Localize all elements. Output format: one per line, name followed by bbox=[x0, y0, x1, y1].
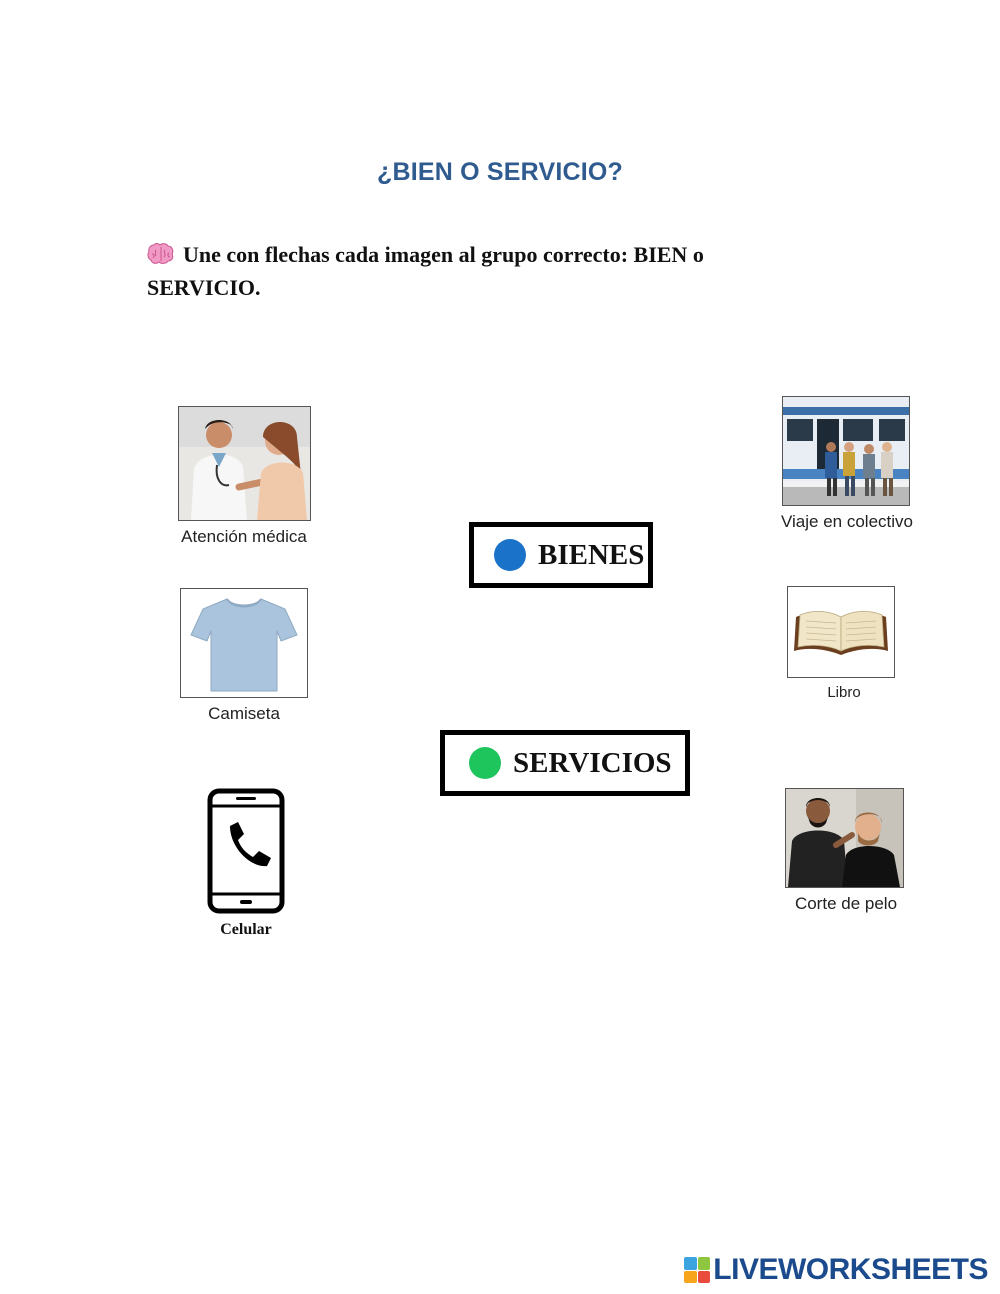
card-label: Camiseta bbox=[208, 704, 280, 723]
card-atencion-medica[interactable] bbox=[170, 406, 318, 547]
card-corte-de-pelo[interactable] bbox=[782, 788, 910, 914]
phone-icon bbox=[196, 788, 296, 914]
group-bienes[interactable] bbox=[469, 522, 653, 588]
page-title: ¿BIEN O SERVICIO? bbox=[376, 158, 624, 186]
card-label: Libro bbox=[827, 684, 861, 701]
card-label: Corte de pelo bbox=[794, 894, 898, 913]
card-viaje-en-colectivo[interactable] bbox=[772, 396, 922, 532]
group-servicios-label: SERVICIOS bbox=[513, 746, 672, 779]
brand-text: LIVEWORKSHEETS bbox=[713, 1253, 988, 1286]
card-label: Viaje en colectivo bbox=[781, 512, 913, 531]
blue-circle-icon bbox=[494, 539, 526, 571]
card-celular[interactable] bbox=[196, 788, 296, 939]
card-libro[interactable] bbox=[778, 586, 910, 701]
barber-photo bbox=[785, 788, 904, 888]
instruction-text bbox=[147, 238, 787, 304]
brand-logo-icon bbox=[684, 1257, 710, 1283]
tshirt-photo bbox=[180, 588, 308, 698]
brain-icon bbox=[147, 242, 175, 266]
bus-photo bbox=[782, 396, 910, 506]
book-photo bbox=[787, 586, 895, 678]
green-circle-icon bbox=[469, 747, 501, 779]
card-label: Celular bbox=[220, 921, 272, 938]
doctor-patient-photo bbox=[178, 406, 311, 521]
card-camiseta[interactable] bbox=[174, 588, 314, 724]
instruction-label: Une con flechas cada imagen al grupo correcto: BIEN o SERVICIO. bbox=[147, 242, 704, 300]
liveworksheets-logo bbox=[684, 1253, 988, 1287]
group-servicios[interactable] bbox=[440, 730, 690, 796]
card-label: Atención médica bbox=[181, 527, 307, 546]
group-bienes-label: BIENES bbox=[538, 538, 645, 571]
